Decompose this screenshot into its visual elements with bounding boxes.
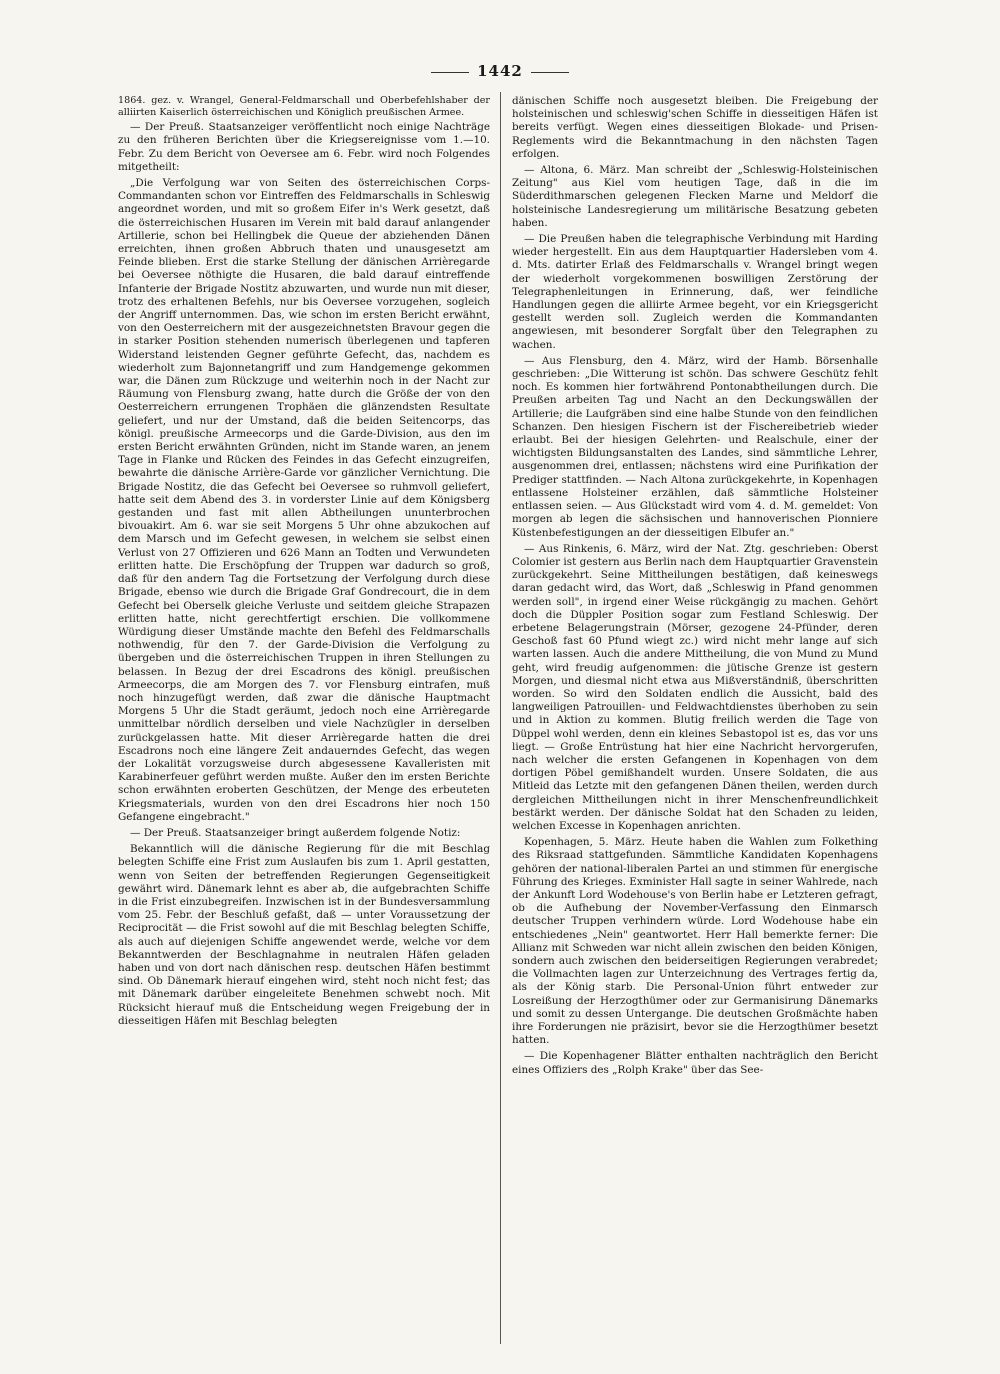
- article-paragraph: Kopenhagen, 5. März. Heute haben die Wahlen zum Folkething des Riksraad stattgefunden. Sämmtliche Kandidaten Kopenhagens gehören der national-liberalen Partei an und stimmen für energische Führung des Krieges. Exminister Hall sagte in seiner Wahlrede, nach der Ankunft Lord Wodehouse's von Berlin habe er Letzteren gefragt, ob die Aufhebung der November-Verfassung den Einmarsch deutscher Truppen verhindern würde. Lord Wodehouse habe ein entschiedenes „Nein" geantwortet. Herr Hall bemerkte ferner: Die Allianz mit Schweden war nicht allein zwischen den beiden Königen, sondern auch zwischen den beiderseitigen Regierungen verabredet; die Vollmachten lagen zur Unterzeichnung des Vertrages fertig da, als der König starb. Die Personal-Union führt entweder zur Losreißung der Herzogthümer oder zur Germanisirung Dänemarks und somit zu dessen Untergange. Die deutschen Großmächte haben ihre Forderungen nie präzisirt, bevor sie die Herzogthümer besetzt hatten.: [512, 836, 878, 1047]
- article-paragraph: — Die Preußen haben die telegraphische Verbindung mit Harding wieder hergestellt. Ein aus dem Hauptquartier Hadersleben vom 4. d. Mts. datirter Erlaß des Feldmarschalls v. Wrangel bringt wegen der wiederholt vorgekommenen boswilligen Zerstörung der Telegraphenleitungen in Erinnerung, daß, wer feindliche Handlungen gegen die alliirte Armee begeht, vor ein Kriegsgericht gestellt werden soll. Zugleich werden die Kommandanten angewiesen, mit besonderer Sorgfalt über den Telegraphen zu wachen.: [512, 233, 878, 351]
- article-paragraph: — Aus Flensburg, den 4. März, wird der Hamb. Börsenhalle geschrieben: „Die Witterung ist schön. Das schwere Geschütz fehlt noch. Es kommen hier fortwährend Pontonabtheilungen durch. Die Preußen arbeiten Tag und Nacht an den Deckungswällen der Artillerie; die Laufgräben sind eine halbe Stunde von den feindlichen Schanzen. Den hiesigen Fischern ist der Fischereibetrieb wieder erlaubt. Bei der hiesigen Gelehrten- und Realschule, einer der wichtigsten Bildungsanstalten des Landes, sind sämmtliche Lehrer, ausgenommen drei, entlassen; nächstens wird eine Purifikation der Prediger stattfinden. — Nach Altona zurückgekehrte, in Kopenhagen entlassene Holsteiner erzählen, daß sämmtliche Holsteiner entlassen seien. — Aus Glückstadt wird vom 4. d. M. gemeldet: Von morgen ab legen die sächsischen und hannoverischen Pionniere Küstenbefestigungen an der diesseitigen Elbufer an.": [512, 354, 878, 539]
- article-paragraph: Bekanntlich will die dänische Regierung für die mit Beschlag belegten Schiffe eine Frist zum Auslaufen bis zum 1. April gestatten, wenn von Seiten der betreffenden Regierungen Gegenseitigkeit gewährt wird. Dänemark lehnt es aber ab, die aufgebrachten Schiffe in die Frist einzubegreifen. Inzwischen ist in der Bundesversammlung vom 25. Febr. der Beschluß gefaßt, daß — unter Voraussetzung der Reciprocität — die Frist sowohl auf die mit Beschlag belegten Schiffe, als auch auf diejenigen Schiffe angewendet werde, welche vor dem Bekanntwerden der Beschlagnahme in neutralen Häfen geladen haben und von dort nach dänischen resp. deutschen Häfen bestimmt sind. Ob Dänemark hierauf eingehen wird, steht noch nicht fest; das mit Dänemark darüber eingeleitete Benehmen schwebt noch. Mit Rücksicht hierauf muß die Entscheidung wegen Freigebung der in diesseitigen Häfen mit Beschlag belegten: [118, 843, 490, 1027]
- article-paragraph: — Aus Rinkenis, 6. März, wird der Nat. Ztg. geschrieben: Oberst Colomier ist gestern aus Berlin nach dem Hauptquartier Gravenstein zurückgekehrt. Seine Mittheilungen bestätigen, daß keineswegs daran gedacht wird, das Wort, daß „Schleswig in Pfand genommen werden soll", in irgend einer Weise rückgängig zu machen. Gehört doch die Düppler Position sogar zum Festland Schleswig. Der erbetene Belagerungstrain (Mörser, gezogene 24-Pfünder, deren Geschoß fast 60 Pfund wiegt zc.) wird nicht mehr lange auf sich warten lassen. Auch die andere Mittheilung, die von Mund zu Mund geht, wird freudig aufgenommen: die jütische Grenze ist gestern Morgen, und diesmal nicht etwa aus Mißverständniß, überschritten worden. So wird den Soldaten endlich die Aussicht, bald des langweiligen Patrouillen- und Feldwachtdienstes überhoben zu sein und in Aktion zu kommen. Blutig freilich werden die Tage von Düppel wohl werden, denn ein kleines Sebastopol ist es, das vor uns liegt. — Große Entrüstung hat hier eine Nachricht hervorgerufen, nach welcher die ersten Gefangenen in Kopenhagen von dem dortigen Pöbel gemißhandelt wurden. Unsere Soldaten, die aus Mitleid das Letzte mit den gefangenen Dänen theilen, werden durch dergleichen Mittheilungen nicht in ihrer Menschenfreundlichkeit bestärkt werden. Der dänische Soldat hat den Schaden zu leiden, welchen Excesse in Kopenhagen anrichten.: [512, 542, 878, 832]
- article-paragraph: dänischen Schiffe noch ausgesetzt bleiben. Die Freigebung der holsteinischen und schleswig'schen Schiffe in diesseitigen Häfen ist bereits verfügt. Wegen eines diesseitigen Blokade- und Prisen-Reglements wird die Bekanntmachung in den nächsten Tagen erfolgen.: [512, 95, 878, 160]
- article-paragraph: — Die Kopenhagener Blätter enthalten nachträglich den Bericht eines Offiziers des „Rolph Krake" über das See-: [512, 1050, 878, 1076]
- signature-paragraph: 1864. gez. v. Wrangel, General-Feldmarschall und Oberbefehlshaber der alliirten Kaiserlich österreichischen und Königlich preußischen Armee.: [118, 95, 490, 118]
- article-paragraph: „Die Verfolgung war von Seiten des österreichischen Corps-Commandanten schon vor Eintreffen des Feldmarschalls in Schleswig angeordnet worden, und mit so großem Eifer in's Werk gesetzt, daß die österreichischen Husaren im Verein mit bald darauf anlangender Artillerie, schon bei Hellingbek die Queue der abziehenden Dänen erreichten, ihnen großen Abbruch thaten und unausgesetzt am Feinde blieben. Erst die starke Stellung der dänischen Arrièregarde bei Oeversee nöthigte die Husaren, die bald darauf eintreffende Infanterie der Brigade Nostitz abzuwarten, und wurde nun mit dieser, trotz des erhaltenen Befehls, nur bis Oeversee vorzugehen, sogleich der Angriff unternommen. Das, wie schon im ersten Bericht erwähnt, von den Oesterreichern mit der ausgezeichnetsten Bravour gegen die in starker Position stehenden numerisch überlegenen und tapferen Widerstand leistenden Gegner geführte Gefecht, das, nachdem es wiederholt zum Bajonnetangriff und zum Handgemenge gekommen war, die Dänen zum Rückzuge und weiterhin noch in der Nacht zur Räumung von Flensburg zwang, hatte durch die Größe der von den Oesterreichern errungenen Trophäen die glänzendsten Resultate geliefert, und nur der Umstand, daß die beiden Seitencorps, das königl. preußische Armeecorps und die Garde-Division, aus den im ersten Bericht erwähnten Gründen, nicht im Stande waren, an jenem Tage in Flanke und Rücken des Feindes in das Gefecht einzugreifen, bewahrte die dänische Arrière-Garde vor gänzlicher Vernichtung. Die Brigade Nostitz, die das Gefecht bei Oeversee so ruhmvoll geliefert, hatte seit dem Abend des 3. in vorderster Linie auf dem Königsberg gestanden und fast mit allen Abtheilungen ununterbrochen bivouakirt. Am 6. war sie seit Morgens 5 Uhr ohne abzukochen auf dem Marsch und im Gefecht gewesen, in welchem sie selbst einen Verlust von 27 Offizieren und 626 Mann an Todten und Verwundeten erlitten hatte. Die Erschöpfung der Truppen war dadurch so groß, daß für den andern Tag die Fortsetzung der Verfolgung durch diese Brigade, ebenso wie durch die Brigade Graf Gondrecourt, die in dem Gefecht bei Oberselk gleiche Verluste und seitdem gleiche Strapazen erlitten hatte, nicht gerechtfertigt erschien. Die vollkommene Würdigung dieser Umstände machte den Befehl des Feldmarschalls nothwendig, für den 7. der Garde-Division die Verfolgung zu übergeben und die österreichischen Truppen in ihren Stellungen zu belassen. In Bezug der drei Escadrons des königl. preußischen Armeecorps, die am Morgen des 7. vor Flensburg eintrafen, muß noch hinzugefügt werden, daß zwar die dänische Hauptmacht Morgens 5 Uhr die Stadt geräumt, jedoch noch eine Arrièregarde unmittelbar nördlich derselben und viele Nachzügler in derselben zurückgelassen hatte. Mit dieser Arrièregarde hatten die drei Escadrons noch eine längere Zeit andauerndes Gefecht, das wegen der Lokalität vorzugsweise durch abgesessene Kavalleristen mit Karabinerfeuer geführt werden mußte. Außer den im ersten Berichte schon erwähnten eroberten Geschützen, der Menge des erbeuteten Kriegsmaterials, wurden von den drei Escadrons hier noch 150 Gefangene eingebracht.": [118, 177, 490, 823]
- column-divider: [500, 92, 501, 1344]
- page-number: 1442: [0, 62, 1000, 80]
- article-paragraph: — Altona, 6. März. Man schreibt der „Schleswig-Holsteinischen Zeitung" aus Kiel vom heutigen Tage, daß in die im Süderdithmarschen gelegenen Flecken Marne und Meldorf die holsteinische Landesregierung um militärische Besatzung gebeten haben.: [512, 164, 878, 229]
- left-column: [118, 95, 490, 1345]
- right-column: [512, 95, 878, 1345]
- article-paragraph: — Der Preuß. Staatsanzeiger veröffentlicht noch einige Nachträge zu den früheren Berichten über die Kriegsereignisse vom 1.—10. Febr. Zu dem Bericht von Oeversee am 6. Febr. wird noch Folgendes mitgetheilt:: [118, 121, 490, 173]
- article-paragraph: — Der Preuß. Staatsanzeiger bringt außerdem folgende Notiz:: [130, 826, 461, 839]
